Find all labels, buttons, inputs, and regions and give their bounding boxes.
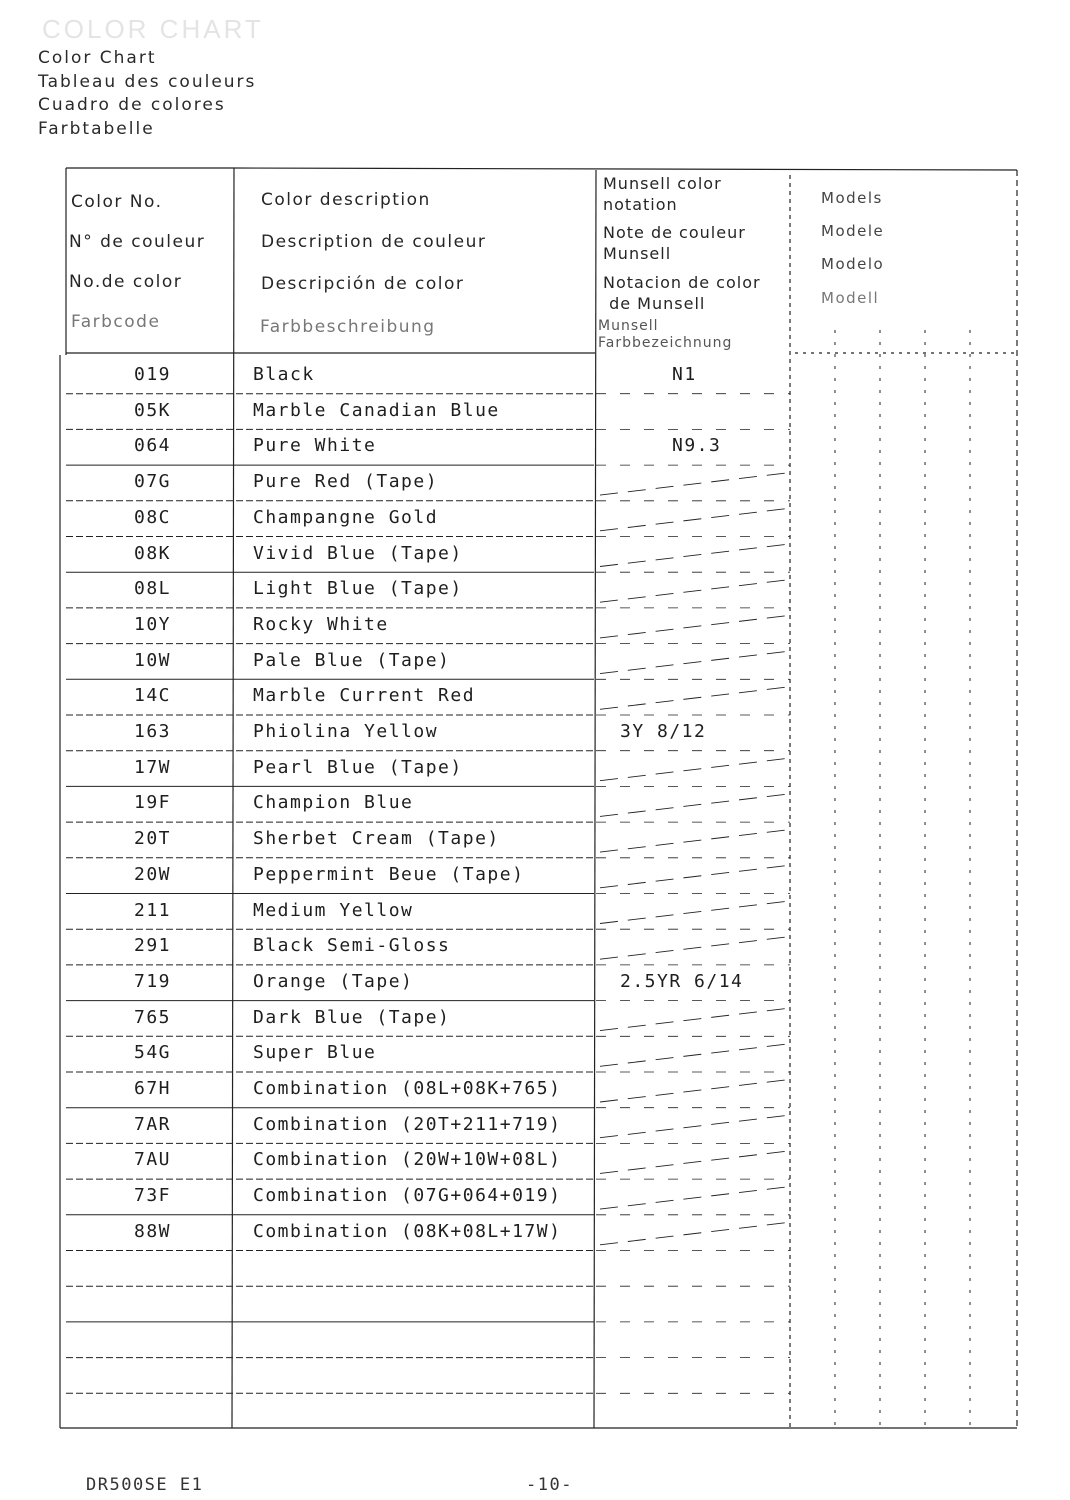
color-description-cell: Sherbet Cream (Tape) [253, 828, 500, 850]
document-code: DR500SE E1 [86, 1475, 204, 1495]
header-color-no-de: Farbcode [71, 312, 161, 332]
color-description-cell: Pearl Blue (Tape) [253, 756, 463, 778]
munsell-diagonal-mark [600, 759, 785, 781]
color-code-cell: 08C [134, 506, 172, 528]
color-description-cell: Dark Blue (Tape) [253, 1006, 451, 1028]
munsell-notation-cell: N1 [672, 364, 697, 385]
color-description-cell: Combination (20W+10W+08L) [253, 1149, 562, 1171]
color-description-cell: Champion Blue [253, 792, 414, 814]
page-number: -10- [526, 1475, 573, 1495]
color-code-cell: 7AU [134, 1149, 172, 1171]
color-description-cell: Marble Canadian Blue [253, 399, 500, 421]
munsell-diagonal-mark [600, 687, 785, 709]
header-munsell-fr: Note de couleur Munsell [603, 223, 746, 263]
color-code-cell: 10W [134, 649, 172, 671]
munsell-diagonal-mark [600, 1151, 785, 1173]
color-code-cell: 08L [134, 578, 172, 600]
munsell-diagonal-mark [600, 830, 785, 852]
color-description-cell: Orange (Tape) [253, 970, 414, 992]
title-french: Tableau des couleurs [38, 71, 257, 92]
munsell-diagonal-mark [600, 902, 785, 924]
color-description-cell: Combination (20T+211+719) [253, 1113, 562, 1135]
color-description-cell: Phiolina Yellow [253, 721, 439, 742]
header-munsell-en: Munsell color notation [603, 174, 722, 214]
header-munsell-es: Notacion de color de Munsell [603, 273, 761, 313]
color-description-cell: Champangne Gold [253, 506, 439, 528]
header-color-no-es: No.de color [69, 272, 183, 292]
color-code-cell: 19F [134, 792, 172, 814]
header-color-no-fr: N° de couleur [69, 232, 206, 252]
title-english: Color Chart [38, 48, 157, 68]
color-code-cell: 08K [134, 542, 172, 564]
color-description-cell: Rocky White [253, 613, 389, 635]
munsell-diagonal-mark [600, 794, 785, 816]
color-code-cell: 54G [134, 1042, 172, 1064]
color-description-cell: Black [253, 364, 315, 385]
color-code-cell: 17W [134, 756, 172, 778]
munsell-diagonal-mark [600, 1116, 785, 1138]
color-code-cell: 019 [134, 364, 172, 385]
banner-title: COLOR CHART [42, 14, 264, 44]
munsell-notation-cell: N9.3 [672, 435, 722, 457]
header-models-en: Models [821, 189, 883, 207]
color-description-cell: Combination (08K+08L+17W) [253, 1220, 562, 1242]
column-divider [594, 170, 596, 1428]
table-top-border [234, 168, 1017, 170]
color-description-cell: Combination (08L+08K+765) [253, 1078, 562, 1099]
color-code-cell: 20W [134, 863, 172, 885]
header-description-en: Color description [261, 190, 431, 210]
munsell-diagonal-mark [600, 1187, 785, 1209]
color-code-cell: 7AR [134, 1113, 172, 1135]
color-code-cell: 20T [134, 828, 172, 850]
color-code-cell: 67H [134, 1078, 172, 1099]
header-munsell-de: Munsell Farbbezeichnung [598, 318, 733, 351]
color-description-cell: Pure White [253, 435, 377, 457]
color-code-cell: 10Y [134, 613, 172, 635]
color-code-cell: 07G [134, 471, 172, 493]
munsell-notation-cell: 3Y 8/12 [620, 721, 707, 742]
color-description-cell: Peppermint Beue (Tape) [253, 863, 525, 885]
header-models-fr: Modele [821, 222, 885, 240]
munsell-diagonal-mark [600, 937, 785, 959]
munsell-diagonal-mark [600, 580, 785, 602]
color-code-cell: 291 [134, 935, 172, 957]
header-description-de: Farbbeschreibung [260, 317, 436, 337]
munsell-diagonal-mark [600, 509, 785, 531]
munsell-diagonal-mark [600, 473, 785, 495]
munsell-diagonal-mark [600, 545, 785, 567]
column-divider [232, 168, 234, 1428]
munsell-diagonal-mark [600, 1044, 785, 1066]
header-description-fr: Description de couleur [261, 232, 487, 252]
header-models-de: Modell [821, 289, 880, 307]
header-description-es: Descripción de color [261, 274, 465, 294]
color-description-cell: Combination (07G+064+019) [253, 1185, 562, 1207]
munsell-notation-cell: 2.5YR 6/14 [620, 970, 744, 992]
color-code-cell: 163 [134, 721, 172, 742]
color-description-cell: Light Blue (Tape) [253, 578, 463, 600]
color-description-cell: Black Semi-Gloss [253, 935, 451, 957]
color-code-cell: 05K [134, 399, 172, 421]
munsell-diagonal-mark [600, 652, 785, 674]
title-spanish: Cuadro de colores [38, 95, 226, 115]
color-code-cell: 765 [134, 1006, 172, 1028]
color-code-cell: 064 [134, 435, 172, 457]
color-code-cell: 88W [134, 1220, 172, 1242]
color-description-cell: Medium Yellow [253, 899, 414, 921]
header-color-no-en: Color No. [71, 192, 163, 212]
header-models-es: Modelo [821, 255, 885, 273]
color-code-cell: 719 [134, 970, 172, 992]
color-description-cell: Pure Red (Tape) [253, 471, 439, 493]
munsell-diagonal-mark [600, 616, 785, 638]
munsell-diagonal-mark [600, 1223, 785, 1245]
color-description-cell: Pale Blue (Tape) [253, 649, 451, 671]
munsell-diagonal-mark [600, 1009, 785, 1031]
color-code-cell: 211 [134, 899, 172, 921]
color-description-cell: Vivid Blue (Tape) [253, 542, 463, 564]
munsell-diagonal-mark [600, 866, 785, 888]
color-code-cell: 73F [134, 1185, 172, 1207]
color-description-cell: Super Blue [253, 1042, 377, 1064]
color-description-cell: Marble Current Red [253, 685, 476, 707]
color-code-cell: 14C [134, 685, 172, 707]
title-german: Farbtabelle [38, 118, 155, 139]
munsell-diagonal-mark [600, 1080, 785, 1102]
